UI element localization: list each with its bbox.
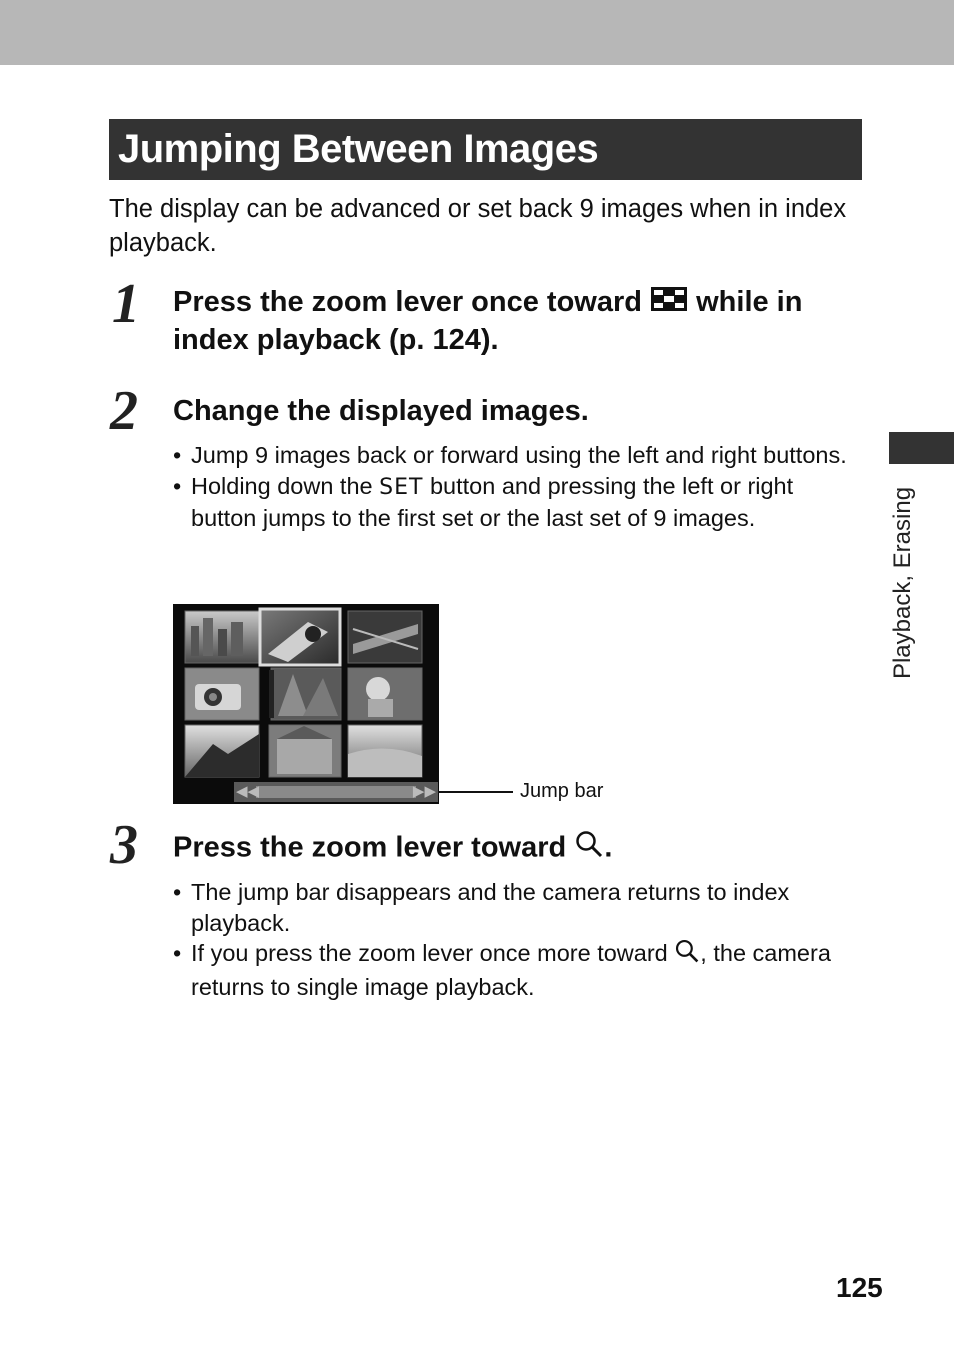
step-3-heading [173,829,612,869]
list-item: • Jump 9 images back or forward using the left and right buttons. [173,442,847,468]
step-number-1: 1 [112,273,140,335]
step-1-heading [173,284,873,359]
intro-paragraph: The display can be advanced or set back 9 images when in index playback. [109,195,847,257]
fast-forward-icon: ▶▶ [412,783,436,800]
step-2-bullets [173,440,853,534]
step-3-heading-text: Press the zoom lever toward [173,831,567,864]
jump-bar-track [256,786,416,798]
magnifier-icon [674,938,700,972]
list-item: • Holding down the SET button and pressing the left or right button jumps to the first set or the last set of 9 images. [173,472,794,531]
index-grid-icon [650,285,688,322]
list-item: • The jump bar disappears and the camera returns to index playback. [173,879,790,936]
step-2-heading: Change the displayed images. [173,395,589,427]
step-1-heading-text: Press the zoom lever once toward [173,286,642,318]
rewind-icon: ◀◀ [236,783,260,800]
page-title: Jumping Between Images [109,119,862,180]
set-button-label: SET [379,474,424,500]
header-band [0,0,954,65]
step-number-3: 3 [110,814,138,876]
step-3-bullets [173,877,863,1002]
chapter-tab [889,432,954,464]
callout-line [438,791,513,793]
camera-screen-image [173,604,439,804]
step-1-heading-text-end: while in index playback (p. 124). [173,286,803,356]
jump-bar-callout: Jump bar [520,780,604,802]
list-item: • If you press the zoom lever once more toward , the camera returns to single image playback. [173,940,831,1000]
jump-bar [234,782,438,802]
step-3-heading-end: . [604,831,613,864]
step-number-2: 2 [110,380,138,442]
magnifier-icon [574,829,604,869]
chapter-label: Playback, Erasing [889,486,916,680]
page-number: 125 [836,1272,883,1303]
